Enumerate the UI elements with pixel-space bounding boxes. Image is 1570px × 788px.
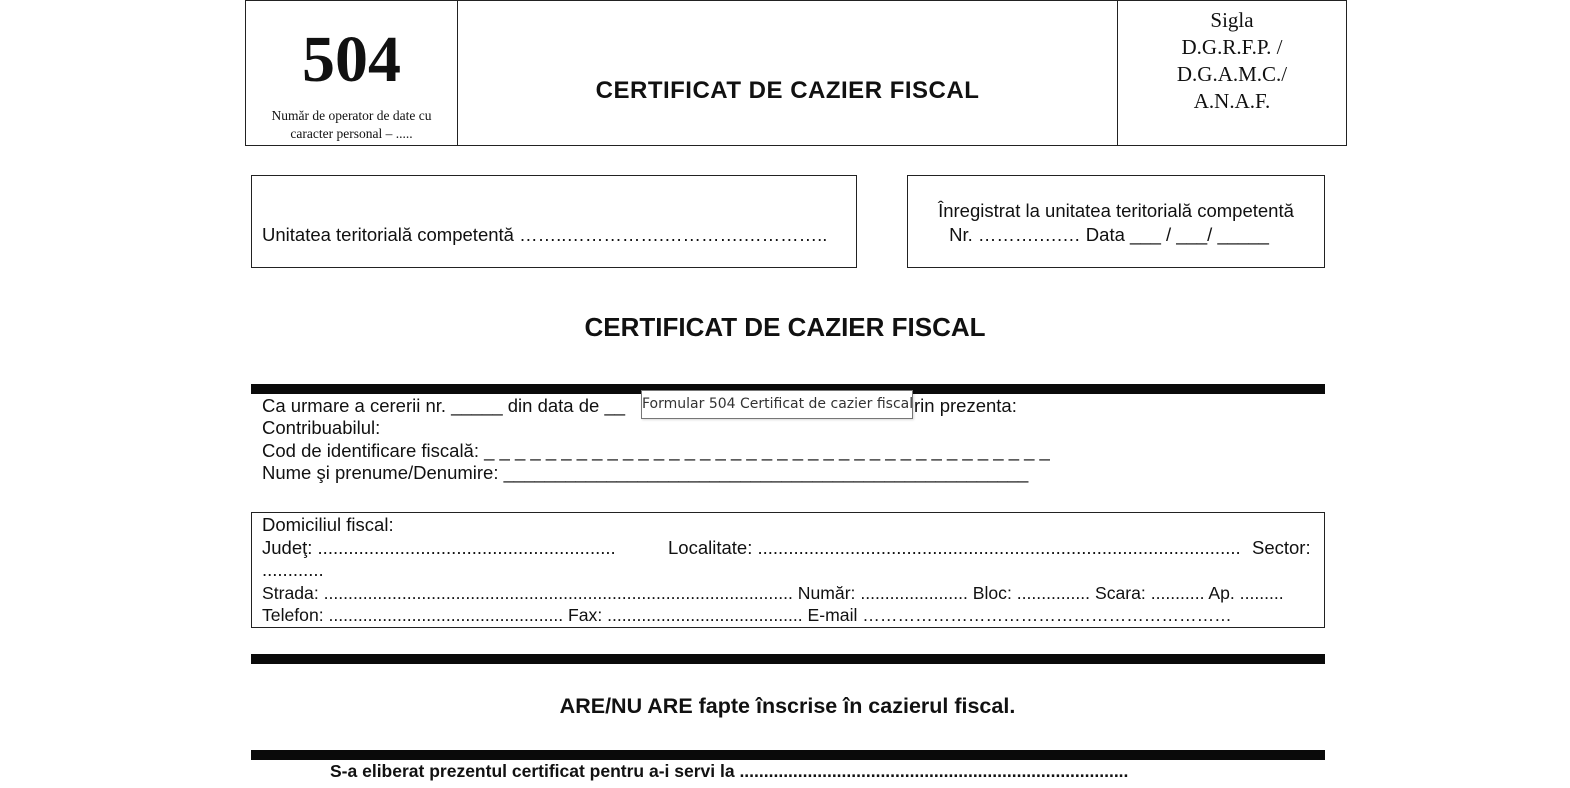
form-number: 504	[302, 23, 401, 96]
sigla-cell	[1118, 1, 1346, 145]
header-title-cell	[458, 1, 1118, 145]
separator-bar	[251, 654, 1325, 664]
territorial-unit-text: Unitatea teritorială competentă ……..…………….………….…………..	[262, 224, 828, 245]
county-line: Judeţ: ..........................................................	[262, 537, 616, 558]
operator-note-line2: caracter personal – .....	[290, 126, 413, 141]
name-line: Nume şi prenume/Denumire: ___________________________________________________	[262, 462, 1029, 483]
separator-bar	[251, 750, 1325, 760]
operator-note	[252, 107, 451, 143]
locality-line: Localitate: ..............................................................................................	[668, 537, 1241, 558]
sigla-text	[1118, 7, 1346, 115]
form-number-cell	[246, 1, 458, 145]
request-line-end: rin prezenta:	[914, 395, 1017, 416]
sector-dots: ............	[262, 559, 324, 580]
main-title: CERTIFICAT DE CAZIER FISCAL	[584, 312, 986, 342]
record-status-text: ARE/NU ARE fapte înscrise în cazierul fiscal.	[559, 694, 1016, 718]
header-table	[245, 0, 1347, 146]
sigla-line3: D.G.A.M.C./	[1176, 62, 1288, 86]
sector-label: Sector:	[1252, 537, 1311, 558]
request-line-start: Ca urmare a cererii nr. _____ din data de __	[262, 395, 626, 416]
issued-for-line: S-a eliberat prezentul certificat pentru a-i servi la ................................................................................	[330, 761, 1129, 781]
street-line: Strada: ................................................................................................ Număr: ...................... Bloc: ............... Scara: ........... Ap. .........	[262, 583, 1284, 603]
sigla-line1: Sigla	[1210, 8, 1254, 32]
contribuabil-label: Contribuabilul:	[262, 417, 381, 438]
registration-line1: Înregistrat la unitatea teritorială competentă	[938, 200, 1294, 221]
sigla-line4: A.N.A.F.	[1193, 89, 1271, 113]
domicile-heading: Domiciliul fiscal:	[262, 514, 394, 535]
phone-line: Telefon: ................................................ Fax: ........................................ E-mail ………………………………………………………	[262, 605, 1232, 625]
registration-box	[907, 175, 1325, 268]
registration-line2: Nr. ……….….… Data ___ / ___/ _____	[949, 224, 1269, 245]
cif-line: Cod de identificare fiscală: _ _ _ _ _ _ _ _ _ _ _ _ _ _ _ _ _ _ _ _ _ _ _ _ _ _ _ _ _ _ _ _ _ _ _ _ _	[262, 440, 1050, 461]
header-title: CERTIFICAT DE CAZIER FISCAL	[595, 77, 980, 104]
sigla-line2: D.G.R.F.P. /	[1181, 35, 1283, 59]
form-tooltip: Formular 504 Certificat de cazier fiscal	[641, 390, 913, 419]
territorial-unit-box	[251, 175, 857, 268]
operator-note-line1: Număr de operator de date cu	[271, 108, 432, 123]
